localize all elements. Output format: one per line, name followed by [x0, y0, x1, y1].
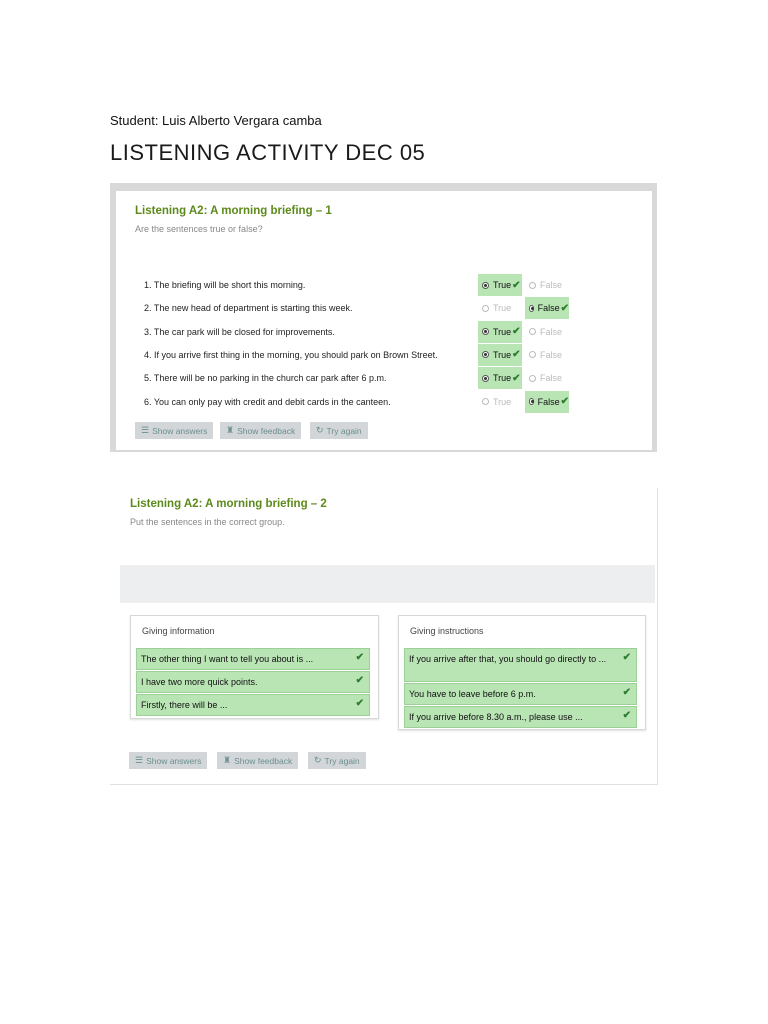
option-label: True [493, 396, 512, 407]
activity-2-title: Listening A2: A morning briefing – 2 [130, 498, 327, 510]
activity-2-screenshot [110, 488, 658, 785]
check-icon: ✔ [512, 349, 521, 361]
option-label: False [540, 373, 563, 384]
student-line: Student: Luis Alberto Vergara camba [110, 113, 322, 128]
activity-1-panel [116, 191, 652, 450]
option-true-radio[interactable] [478, 321, 522, 343]
option-true-radio[interactable] [478, 297, 522, 319]
draggable-item[interactable] [136, 694, 370, 716]
show-feedback-button-2[interactable] [217, 752, 298, 769]
try-again-button[interactable] [310, 422, 368, 439]
radio-icon [529, 351, 536, 358]
option-false-radio[interactable] [525, 297, 569, 319]
option-true-radio[interactable] [478, 344, 522, 366]
activity-1-instructions: Are the sentences true or false? [135, 224, 263, 234]
option-label: True [493, 280, 512, 290]
radio-icon [482, 282, 489, 289]
question-text: 4. If you arrive first thing in the morning, you should park on Brown Street. [144, 349, 438, 360]
try-again-button-2[interactable] [308, 752, 366, 769]
option-label: True [493, 303, 512, 314]
feedback-icon: ♜ [223, 755, 232, 765]
question-text: 3. The car park will be closed for improvements. [144, 326, 335, 337]
check-icon: ✔ [622, 687, 631, 698]
show-feedback-label: Show feedback [237, 425, 296, 436]
question-text: 1. The briefing will be short this morning. [144, 280, 306, 290]
question-row [116, 391, 652, 413]
option-true-radio[interactable] [478, 274, 522, 296]
question-text: 6. You can only pay with credit and debit cards in the canteen. [144, 396, 391, 407]
drop-pool[interactable] [120, 565, 655, 603]
radio-icon [482, 375, 489, 382]
option-false-radio[interactable] [525, 344, 569, 366]
item-text: If you arrive before 8.30 a.m., please use ... [409, 712, 583, 722]
radio-icon [482, 328, 489, 335]
radio-icon [529, 282, 536, 289]
feedback-icon: ♜ [226, 425, 235, 435]
refresh-icon: ↻ [316, 425, 324, 435]
question-row [116, 321, 652, 343]
group-giving-information[interactable] [130, 615, 379, 719]
check-icon: ✔ [355, 698, 364, 709]
option-label: False [537, 303, 560, 314]
option-label: True [493, 349, 512, 360]
check-icon: ✔ [512, 279, 521, 291]
check-icon: ✔ [560, 396, 569, 407]
draggable-item[interactable] [404, 683, 637, 705]
item-text: The other thing I want to tell you about is ... [141, 654, 314, 664]
check-icon: ✔ [512, 372, 521, 384]
radio-icon [482, 398, 489, 405]
activity-1-screenshot [110, 183, 657, 452]
show-answers-button-2[interactable] [129, 752, 207, 769]
show-feedback-label: Show feedback [234, 755, 293, 766]
radio-icon [529, 398, 534, 405]
option-label: False [540, 349, 563, 360]
group-giving-instructions[interactable] [398, 615, 646, 730]
question-text: 2. The new head of department is starting this week. [144, 303, 353, 314]
activity-2-instructions: Put the sentences in the correct group. [130, 517, 285, 527]
list-icon: ☰ [135, 755, 144, 765]
radio-icon [529, 305, 534, 312]
option-false-radio[interactable] [525, 367, 569, 389]
show-answers-label: Show answers [152, 425, 208, 436]
option-label: False [537, 396, 560, 407]
page-title: LISTENING ACTIVITY DEC 05 [110, 140, 426, 165]
question-row [116, 367, 652, 389]
option-false-radio[interactable] [525, 274, 569, 296]
option-label: True [493, 326, 512, 337]
question-text: 5. There will be no parking in the church car park after 6 p.m. [144, 373, 387, 384]
check-icon: ✔ [355, 675, 364, 686]
radio-icon [482, 305, 489, 312]
draggable-item[interactable] [404, 648, 637, 682]
show-feedback-button[interactable] [220, 422, 301, 439]
option-false-radio[interactable] [525, 321, 569, 343]
radio-icon [529, 375, 536, 382]
item-text: I have two more quick points. [141, 677, 258, 687]
option-false-radio[interactable] [525, 391, 569, 413]
show-answers-label: Show answers [146, 755, 202, 766]
check-icon: ✔ [622, 652, 631, 663]
radio-icon [529, 328, 536, 335]
option-true-radio[interactable] [478, 391, 522, 413]
try-again-label: Try again [324, 755, 360, 766]
option-label: False [540, 280, 563, 290]
draggable-item[interactable] [404, 706, 637, 728]
option-label: True [493, 373, 512, 384]
group-title: Giving information [142, 626, 215, 636]
try-again-label: Try again [326, 425, 362, 436]
option-label: False [540, 326, 563, 337]
check-icon: ✔ [560, 302, 569, 314]
question-row [116, 344, 652, 366]
draggable-item[interactable] [136, 671, 370, 693]
show-answers-button[interactable] [135, 422, 213, 439]
item-text: You have to leave before 6 p.m. [409, 689, 536, 699]
radio-icon [482, 351, 489, 358]
refresh-icon: ↻ [314, 755, 322, 765]
check-icon: ✔ [512, 326, 521, 338]
question-row [116, 274, 652, 296]
list-icon: ☰ [141, 425, 150, 435]
option-true-radio[interactable] [478, 367, 522, 389]
item-text: If you arrive after that, you should go directly to ... [409, 654, 607, 664]
draggable-item[interactable] [136, 648, 370, 670]
group-title: Giving instructions [410, 626, 484, 636]
question-row [116, 297, 652, 319]
item-text: Firstly, there will be ... [141, 700, 228, 710]
check-icon: ✔ [622, 710, 631, 721]
check-icon: ✔ [355, 652, 364, 663]
activity-1-title: Listening A2: A morning briefing – 1 [135, 205, 332, 217]
